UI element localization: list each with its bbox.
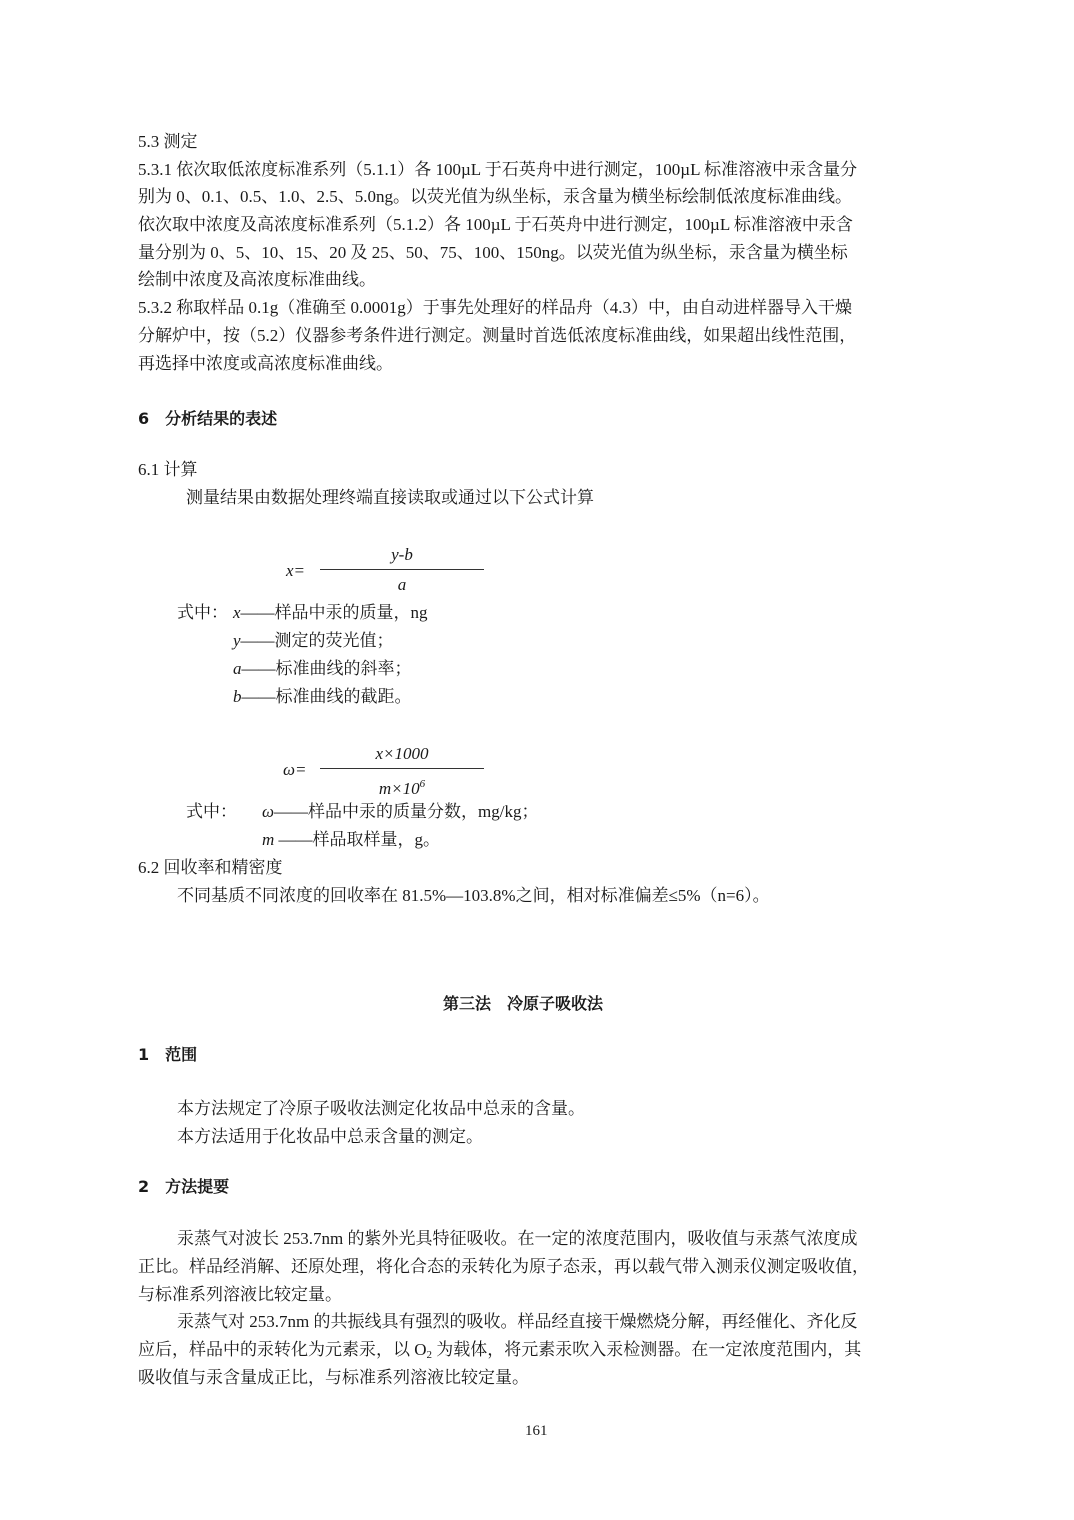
formula-lhs: ω= (283, 760, 307, 779)
paragraph-line: 不同基质不同浓度的回收率在 81.5%—103.8%之间，相对标准偏差≤5%（n=6）。 (177, 886, 770, 905)
legend-desc: ——样品取样量，g。 (274, 830, 441, 849)
legend-symbol: y (233, 631, 241, 650)
legend-item (233, 629, 394, 653)
legend-desc: ——样品中汞的质量，ng (240, 603, 428, 622)
paragraph-line: 分解炉中，按（5.2）仪器参考条件进行测定。测量时首选低浓度标准曲线，如果超出线性范围， (138, 326, 857, 345)
legend-desc: ——标准曲线的截距。 (241, 687, 412, 706)
paragraph-line: 绘制中浓度及高浓度标准曲线。 (138, 270, 376, 289)
fraction-bar (320, 768, 484, 769)
formula-numerator: y-b (391, 545, 413, 564)
text-fragment: 为载体，将元素汞吹入汞检测器。在一定浓度范围内，其 (432, 1340, 862, 1359)
paragraph-line: 5.3.1 依次取低浓度标准系列（5.1.1）各 100µL 于石英舟中进行测定，100µL 标准溶液中汞含量分 (138, 160, 858, 179)
section-heading-scope: 1 范围 (138, 1045, 198, 1064)
section-heading-5-3: 5.3 测定 (138, 132, 198, 151)
formula-numerator: x×1000 (375, 744, 429, 763)
legend-desc: ——标准曲线的斜率； (241, 659, 412, 678)
legend-item (233, 685, 412, 709)
legend-prefix: 式中： (177, 603, 228, 622)
denominator-base: m×10 (378, 779, 420, 798)
legend-desc: ——测定的荧光值； (240, 631, 394, 650)
paragraph-line: 本方法规定了冷原子吸收法测定化妆品中总汞的含量。 (177, 1099, 585, 1118)
legend-symbol: x (233, 603, 241, 622)
legend-symbol: b (233, 687, 242, 706)
denominator-exponent: 6 (419, 778, 426, 790)
section-heading-6: 6 分析结果的表述 (138, 409, 278, 428)
subsection-heading-6-1: 6.1 计算 (138, 460, 198, 479)
formula-lhs: x= (286, 561, 306, 580)
formula-denominator (320, 773, 484, 800)
paragraph-line: 吸收值与汞含量成正比，与标准系列溶液比较定量。 (138, 1368, 529, 1387)
paragraph-line: 汞蒸气对波长 253.7nm 的紫外光具特征吸收。在一定的浓度范围内，吸收值与汞蒸气浓度成 (177, 1229, 858, 1248)
paragraph-line: 依次取中浓度及高浓度标准系列（5.1.2）各 100µL 于石英舟中进行测定，100µL 标准溶液中汞含 (138, 215, 853, 234)
legend-item (233, 657, 412, 681)
legend-symbol: m (262, 830, 275, 849)
formula-denominator: a (397, 575, 407, 594)
paragraph-line: 与标准系列溶液比较定量。 (138, 1285, 342, 1304)
legend-item (233, 601, 428, 625)
legend-prefix: 式中： (186, 802, 237, 821)
method-title: 第三法 冷原子吸收法 (443, 994, 604, 1013)
legend-item (262, 828, 440, 852)
paragraph-line: 正比。样品经消解、还原处理，将化合态的汞转化为原子态汞，再以载气带入测汞仪测定吸收值， (138, 1257, 869, 1276)
paragraph-line (138, 1338, 861, 1367)
legend-item (262, 800, 538, 824)
paragraph-line: 测量结果由数据处理终端直接读取或通过以下公式计算 (186, 488, 594, 507)
text-fragment: 应后，样品中的汞转化为元素汞，以 O (138, 1340, 427, 1359)
legend-symbol: ω (262, 802, 275, 821)
page-number: 161 (525, 1423, 548, 1439)
paragraph-line: 本方法适用于化妆品中总汞含量的测定。 (177, 1127, 483, 1146)
legend-desc: ——样品中汞的质量分数，mg/kg； (274, 802, 539, 821)
subsection-heading-6-2: 6.2 回收率和精密度 (138, 858, 283, 877)
section-heading-principle: 2 方法提要 (138, 1177, 230, 1196)
paragraph-line: 量分别为 0、5、10、15、20 及 25、50、75、100、150ng。以荧光值为纵坐标，汞含量为横坐标 (138, 243, 848, 262)
fraction-bar (320, 569, 484, 570)
legend-symbol: a (233, 659, 242, 678)
paragraph-line: 再选择中浓度或高浓度标准曲线。 (138, 354, 393, 373)
paragraph-line: 5.3.2 称取样品 0.1g（准确至 0.0001g）于事先处理好的样品舟（4.3）中，由自动进样器导入干燥 (138, 298, 852, 317)
subscript: 2 (426, 1349, 433, 1361)
paragraph-line: 汞蒸气对 253.7nm 的共振线具有强烈的吸收。样品经直接干燥燃烧分解，再经催化、齐化反 (177, 1312, 858, 1331)
paragraph-line: 别为 0、0.1、0.5、1.0、2.5、5.0ng。以荧光值为纵坐标，汞含量为横坐标绘制低浓度标准曲线。 (138, 187, 852, 206)
